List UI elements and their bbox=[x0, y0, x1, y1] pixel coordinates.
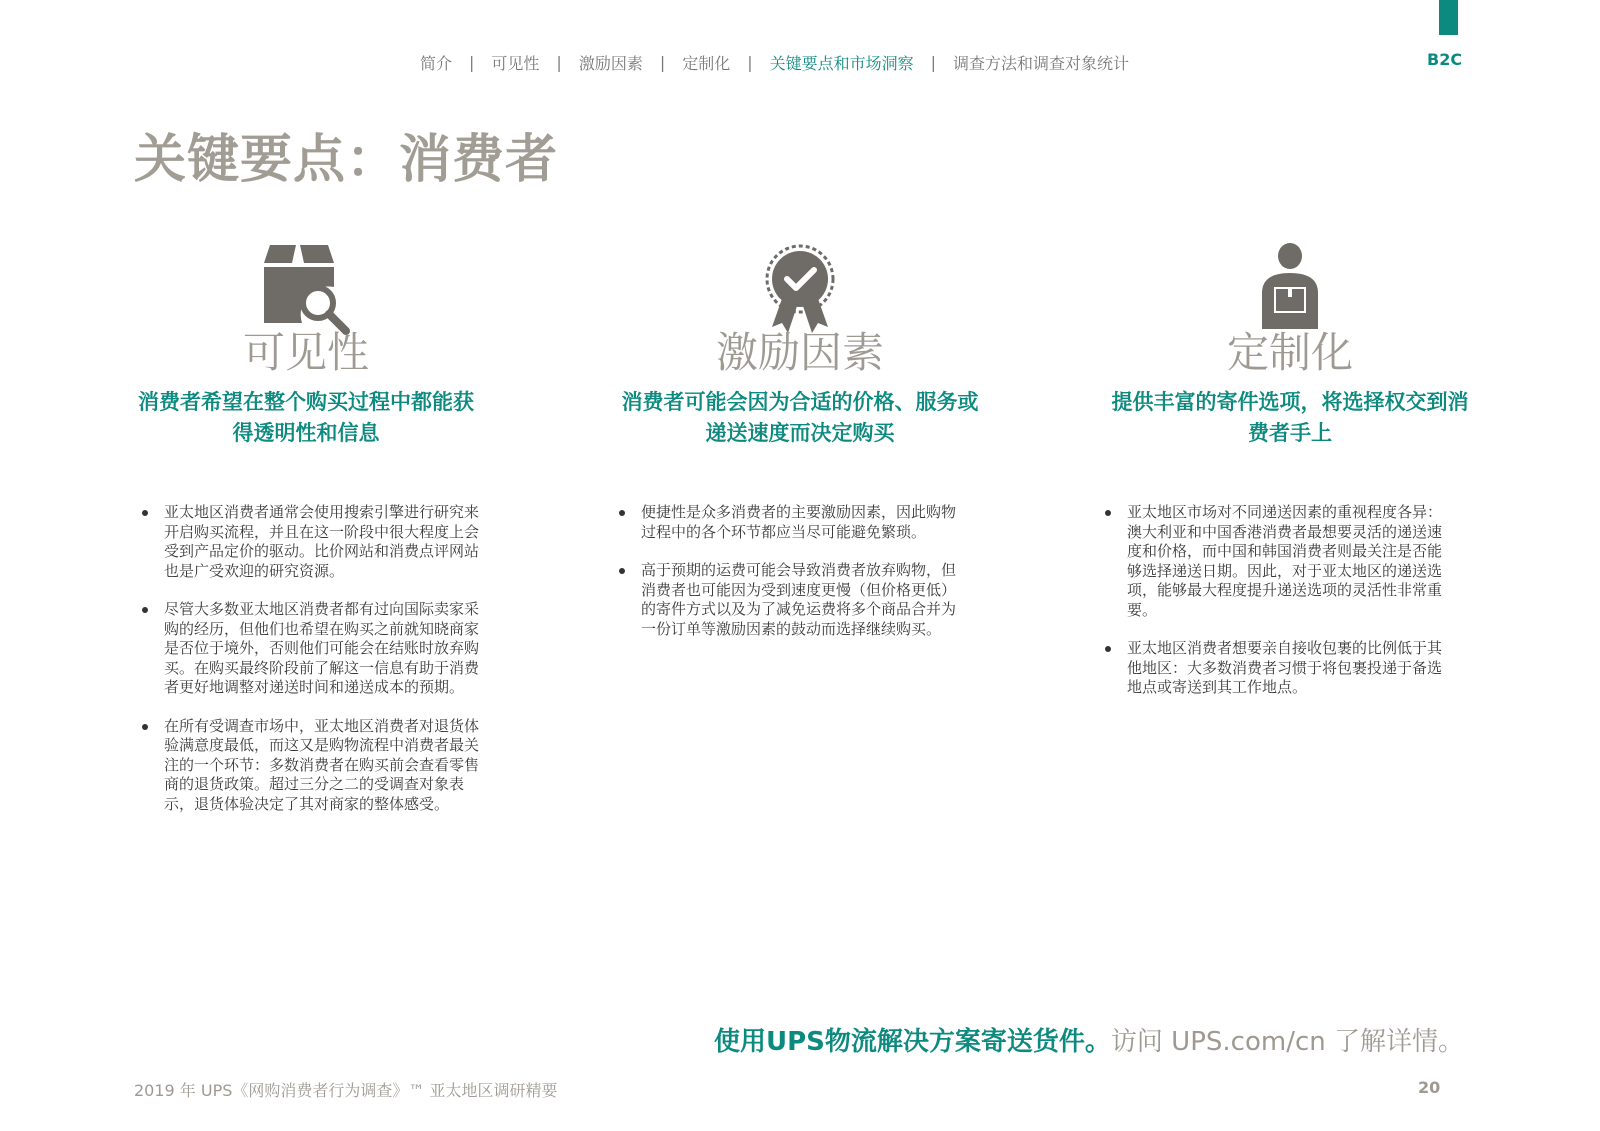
b2c-link[interactable]: B2C bbox=[1427, 50, 1463, 69]
page-number: 20 bbox=[1418, 1078, 1441, 1097]
cta-strong-text: 使用UPS物流解决方案寄送货件。 bbox=[714, 1027, 1111, 1057]
top-navigation bbox=[420, 50, 1129, 74]
column-visibility bbox=[106, 243, 506, 449]
bullet-item: 高于预期的运费可能会导致消费者放弃购物，但消费者也可能因为受到速度更慢（但价格更低）的寄件方式以及为了减免运费将多个商品合并为一份订单等激励因素的鼓动而选择继续购买。 bbox=[617, 561, 967, 639]
column-subtitle bbox=[600, 387, 1000, 449]
cta-link-text[interactable]: 访问 UPS.com/cn 了解详情。 bbox=[1110, 1027, 1464, 1057]
subtitle-line: 得透明性和信息 bbox=[232, 421, 380, 445]
corner-tab-marker bbox=[1439, 0, 1458, 35]
award-ribbon-icon bbox=[750, 243, 850, 335]
nav-separator: | bbox=[930, 52, 937, 72]
subtitle-line: 提供丰富的寄件选项，将选择权交到消 bbox=[1111, 390, 1469, 414]
subtitle-line: 消费者可能会因为合适的价格、服务或 bbox=[621, 390, 979, 414]
bullet-item: 亚太地区消费者通常会使用搜索引擎进行研究来开启购买流程，并且在这一阶段中很大程度上会受到产品定价的驱动。比价网站和消费点评网站也是广受欢迎的研究资源。 bbox=[140, 503, 490, 581]
nav-item-customization[interactable]: 定制化 bbox=[682, 53, 731, 73]
column-subtitle bbox=[1090, 387, 1490, 449]
column-title: 定制化 bbox=[1226, 328, 1353, 377]
footer-report-title: 2019 年 UPS《网购消费者行为调查》™ 亚太地区调研精要 bbox=[134, 1081, 558, 1100]
nav-item-key-takeaways[interactable]: 关键要点和市场洞察 bbox=[769, 53, 914, 73]
nav-item-visibility[interactable]: 可见性 bbox=[491, 53, 540, 73]
nav-separator: | bbox=[747, 52, 753, 72]
bullet-list-motivators bbox=[617, 503, 967, 658]
subtitle-line: 消费者希望在整个购买过程中都能获 bbox=[138, 390, 474, 414]
nav-item-intro[interactable]: 简介 bbox=[420, 53, 453, 73]
bullet-list-customization bbox=[1103, 503, 1453, 717]
column-title: 激励因素 bbox=[715, 328, 884, 377]
bullet-item: 亚太地区消费者想要亲自接收包裹的比例低于其他地区：大多数消费者习惯于将包裹投递于备选地点或寄送到其工作地点。 bbox=[1103, 639, 1453, 698]
nav-separator: | bbox=[659, 52, 666, 72]
nav-separator: | bbox=[469, 52, 475, 72]
subtitle-line: 递送速度而决定购买 bbox=[705, 421, 895, 445]
subtitle-line: 费者手上 bbox=[1248, 421, 1332, 445]
column-subtitle bbox=[106, 387, 506, 449]
person-package-icon bbox=[1240, 243, 1340, 335]
bullet-item: 尽管大多数亚太地区消费者都有过向国际卖家采购的经历，但他们也希望在购买之前就知晓商家是否位于境外，否则他们可能会在结账时放弃购买。在购买最终阶段前了解这一信息有助于消费者更好地调整对递送时间和递送成本的预期。 bbox=[140, 600, 490, 698]
column-motivators bbox=[600, 243, 1000, 449]
column-title: 可见性 bbox=[242, 328, 369, 377]
call-to-action[interactable] bbox=[714, 1021, 1464, 1058]
bullet-item: 在所有受调查市场中，亚太地区消费者对退货体验满意度最低，而这又是购物流程中消费者最关注的一个环节：多数消费者在购买前会查看零售商的退货政策。超过三分之二的受调查对象表示，退货体验决定了其对商家的整体感受。 bbox=[140, 717, 490, 815]
box-search-icon bbox=[256, 243, 356, 335]
bullet-list-visibility bbox=[140, 503, 490, 833]
page-title: 关键要点：消费者 bbox=[134, 130, 559, 190]
nav-item-methodology[interactable]: 调查方法和调查对象统计 bbox=[953, 53, 1130, 73]
bullet-item: 便捷性是众多消费者的主要激励因素，因此购物过程中的各个环节都应当尽可能避免繁琐。 bbox=[617, 503, 967, 542]
bullet-item: 亚太地区市场对不同递送因素的重视程度各异：澳大利亚和中国香港消费者最想要灵活的递送速度和价格，而中国和韩国消费者则最关注是否能够选择递送日期。因此，对于亚太地区的递送选项，能够最大程度提升递送选项的灵活性非常重要。 bbox=[1103, 503, 1453, 620]
column-customization bbox=[1090, 243, 1490, 449]
nav-separator: | bbox=[556, 52, 562, 72]
nav-item-motivators[interactable]: 激励因素 bbox=[578, 53, 643, 73]
